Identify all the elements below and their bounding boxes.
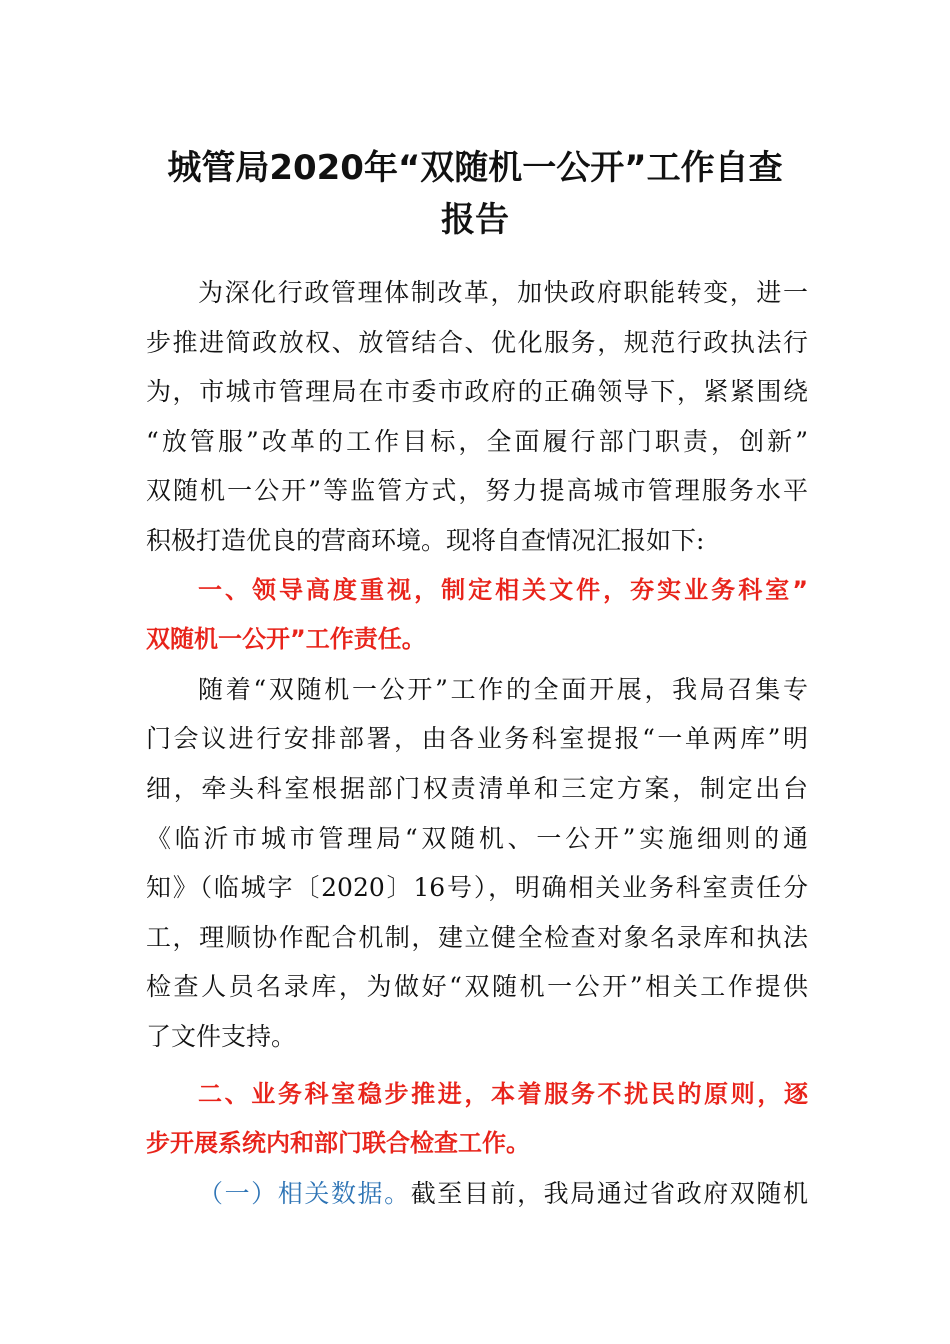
document-title bbox=[120, 142, 830, 246]
section-2-heading bbox=[146, 1070, 808, 1169]
paragraph-spacer bbox=[146, 1062, 808, 1070]
paragraph-line: “放管服”改革的工作目标，全面履行部门职责，创新” bbox=[146, 426, 808, 456]
intro-paragraph bbox=[146, 268, 808, 566]
paragraph-line: 《临沂市城市管理局“双随机、一公开”实施细则的通 bbox=[146, 823, 808, 853]
section-1-heading bbox=[146, 566, 808, 665]
paragraph-line: 检查人员名录库，为做好“双随机一公开”相关工作提供 bbox=[146, 972, 808, 1002]
paragraph-line: 工，理顺协作配合机制，建立健全检查对象名录库和执法 bbox=[146, 922, 808, 952]
paragraph-line: 为，市城市管理局在市委市政府的正确领导下，紧紧围绕 bbox=[146, 377, 808, 407]
paragraph-line: 积极打造优良的营商环境。现将自查情况汇报如下: bbox=[146, 525, 705, 555]
heading-line: 一、领导高度重视，制定相关文件，夯实业务科室” bbox=[198, 575, 808, 604]
subsection-label: （一）相关数据。 bbox=[198, 1178, 411, 1208]
paragraph-line: 门会议进行安排部署，由各业务科室提报“一单两库”明 bbox=[146, 724, 808, 754]
title-line: 报告 bbox=[441, 200, 509, 240]
paragraph-line: 为深化行政管理体制改革，加快政府职能转变，进一 bbox=[198, 278, 808, 307]
paragraph-line: 步推进简政放权、放管结合、优化服务，规范行政执法行 bbox=[146, 327, 808, 357]
paragraph-line: 知》（临城字〔2020〕16号），明确相关业务科室责任分 bbox=[146, 873, 808, 903]
paragraph-line: 了文件支持。 bbox=[146, 1021, 297, 1051]
paragraph-line: 随着“双随机一公开”工作的全面开展，我局召集专 bbox=[198, 674, 808, 704]
section-1-paragraph bbox=[146, 665, 808, 1062]
heading-line: 步开展系统内和部门联合检查工作。 bbox=[146, 1129, 530, 1158]
subsection-text: 截至目前，我局通过省政府双随机 bbox=[410, 1178, 808, 1208]
title-line: 城管局2020年“双随机一公开”工作自查 bbox=[167, 148, 783, 188]
paragraph-line: 细，牵头科室根据部门权责清单和三定方案，制定出台 bbox=[146, 773, 808, 803]
heading-line: 双随机一公开”工作责任。 bbox=[146, 625, 426, 654]
heading-line: 二、业务科室稳步推进，本着服务不扰民的原则，逐 bbox=[198, 1079, 808, 1108]
document-body bbox=[146, 268, 808, 1218]
paragraph-line: 双随机一公开”等监管方式，努力提高城市管理服务水平 bbox=[146, 476, 808, 506]
subsection-1-paragraph bbox=[146, 1169, 808, 1219]
